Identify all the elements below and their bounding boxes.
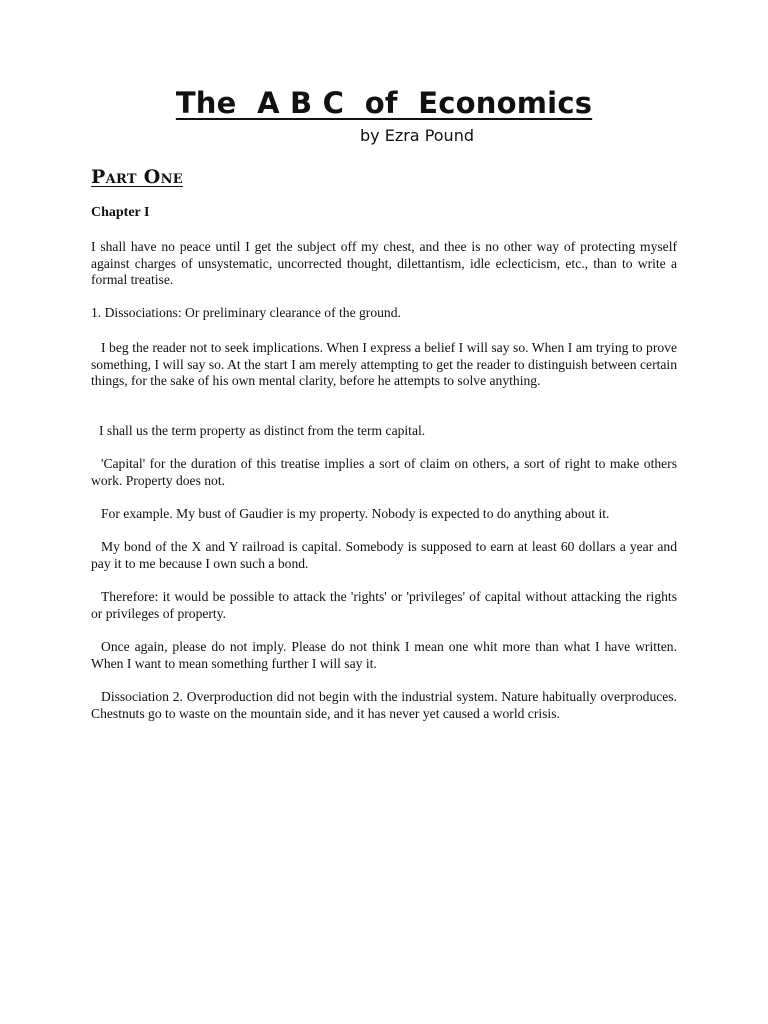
paragraph-9: Once again, please do not imply. Please do not think I mean one whit more than what I have written. When I want to mean something further I will say it.: [91, 639, 677, 671]
paragraph-2: 1. Dissociations: Or preliminary clearance of the ground.: [91, 305, 401, 320]
paragraph-8: Therefore: it would be possible to attack the 'rights' or 'privileges' of capital without attacking the rights or privileges of property.: [91, 589, 677, 621]
document-byline: by Ezra Pound: [360, 126, 474, 145]
paragraph-3: I beg the reader not to seek implications. When I express a belief I will say so. When I am trying to prove something, I will say so. At the start I am merely attempting to get the reader to distinguish between certain things, for the sake of his own mental clarity, before he attempts to solve anything.: [91, 340, 677, 389]
paragraph-10: Dissociation 2. Overproduction did not begin with the industrial system. Nature habitually overproduces. Chestnuts go to waste on the mountain side, and it has never yet caused a world crisis.: [91, 689, 677, 721]
paragraph-7: My bond of the X and Y railroad is capital. Somebody is supposed to earn at least 60 dollars a year and pay it to me because I own such a bond.: [91, 539, 677, 571]
paragraph-4: I shall us the term property as distinct from the term capital.: [99, 423, 426, 438]
paragraph-1: I shall have no peace until I get the subject off my chest, and thee is no other way of protecting myself against charges of unsystematic, uncorrected thought, dilettantism, idle eclecticism, etc., than to write a formal treatise.: [91, 239, 677, 288]
paragraph-5: 'Capital' for the duration of this treatise implies a sort of claim on others, a sort of right to make others work. Property does not.: [91, 456, 677, 488]
document-title: The A B C of Economics: [175, 86, 593, 120]
chapter-heading: Chapter I: [91, 205, 150, 220]
paragraph-6: For example. My bust of Gaudier is my property. Nobody is expected to do anything about it.: [101, 506, 610, 521]
part-heading: Part One: [91, 166, 183, 188]
